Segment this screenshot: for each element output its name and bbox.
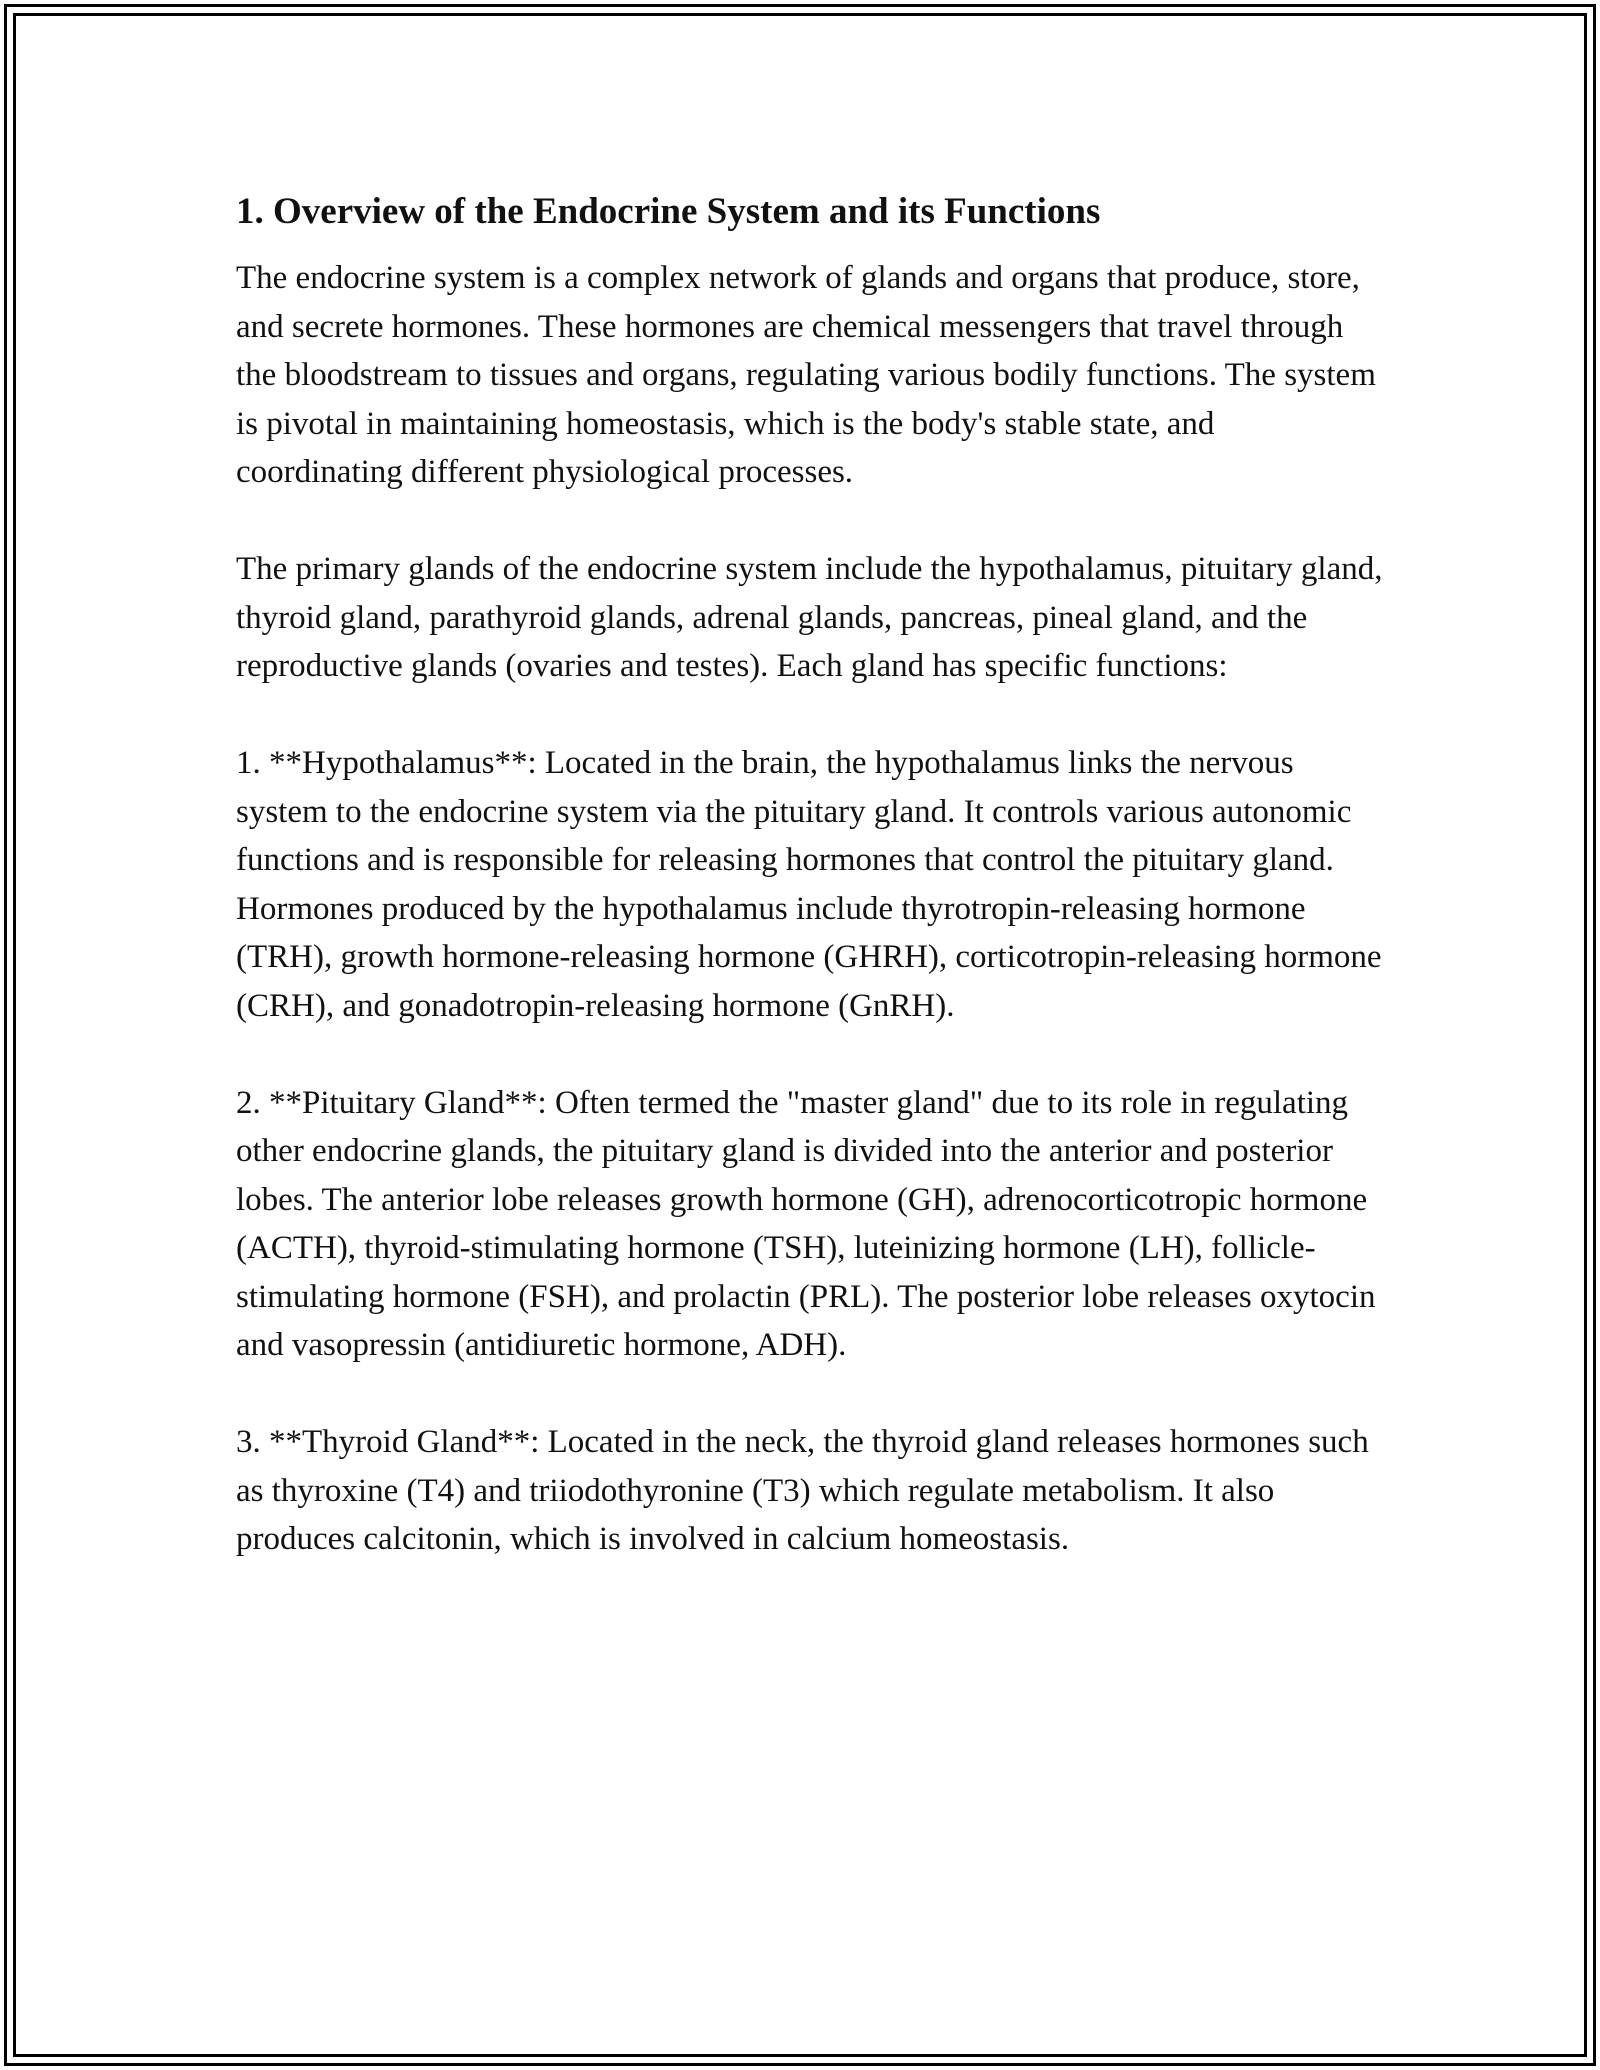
glands-paragraph: The primary glands of the endocrine system include the hypothalamus, pituitary gland, thyroid gland, parathyroid glands, adrenal glands, pancreas, pineal gland, and the reproductive glands (ovaries and testes). Each gland has specific functions: [236, 551, 1383, 684]
hypothalamus-paragraph: 1. **Hypothalamus**: Located in the brain, the hypothalamus links the nervous system to the endocrine system via the pituitary gland. It controls various autonomic functions and is responsible for releasing hormones that control the pituitary gland. Hormones produced by the hypothalamus include thyrotropin-releasing hormone (TRH), growth hormone-releasing hormone (GHRH), corticotropin-releasing hormone (CRH), and gonadotropin-releasing hormone (GnRH). [236, 745, 1382, 1024]
section-heading: 1. Overview of the Endocrine System and its Functions [236, 191, 1101, 232]
pituitary-paragraph: 2. **Pituitary Gland**: Often termed the "master gland" due to its role in regulating other endocrine glands, the pituitary gland is divided into the anterior and posterior lobes. The anterior lobe releases growth hormone (GH), adrenocorticotropic hormone (ACTH), thyroid-stimulating hormone (TSH), luteinizing hormone (LH), follicle-stimulating hormone (FSH), and prolactin (PRL). The posterior lobe releases oxytocin and vasopressin (antidiuretic hormone, ADH). [236, 1084, 1376, 1363]
thyroid-paragraph: 3. **Thyroid Gland**: Located in the neck, the thyroid gland releases hormones such as thyroxine (T4) and triiodothyronine (T3) which regulate metabolism. It also produces calcitonin, which is involved in calcium homeostasis. [236, 1424, 1369, 1557]
document-body [236, 186, 1386, 1612]
intro-paragraph: The endocrine system is a complex network of glands and organs that produce, store, and secrete hormones. These hormones are chemical messengers that travel through the bloodstream to tissues and organs, regulating various bodily functions. The system is pivotal in maintaining homeostasis, which is the body's stable state, and coordinating different physiological processes. [236, 260, 1376, 490]
